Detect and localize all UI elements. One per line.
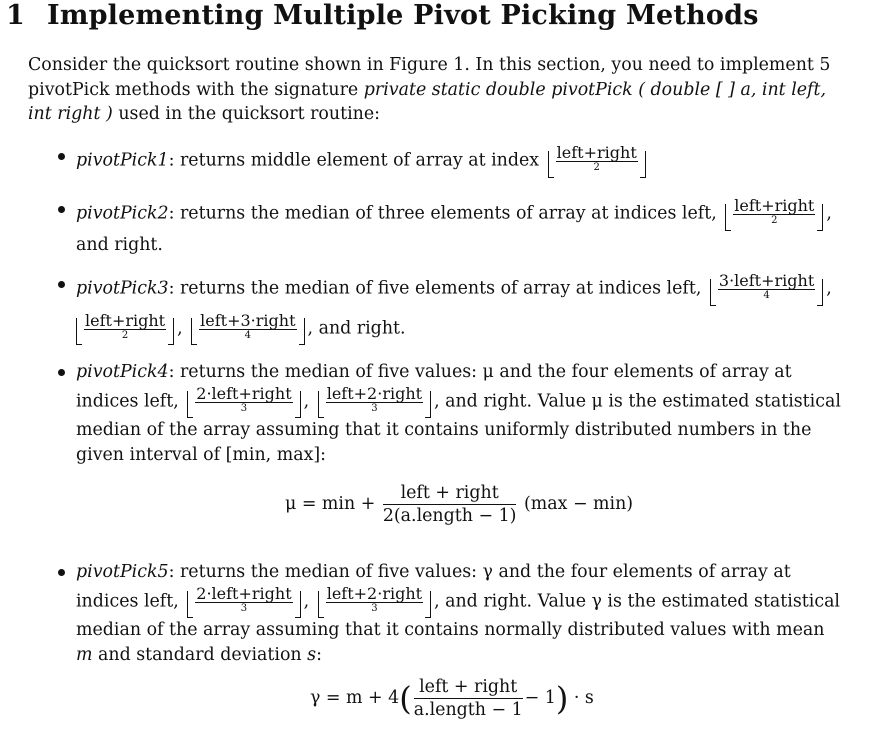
floor-fraction: left+right 2: [725, 197, 823, 231]
floor-fraction: left+2·right 3: [318, 385, 431, 419]
bullet: [58, 369, 65, 376]
floor-fraction: left+right 2: [76, 312, 174, 346]
list-item-pivotpick5: pivotPick5: returns the median of five values: γ and the four elements of array at indices left, 2·left+right 3 , left+2·right 3 , and right. Value γ is the estimated statistical median of the array assuming that it contains normally distributed values with mean m and standard deviation s:: [76, 560, 876, 667]
equation-gamma: γ = m + 4( $\frac{\text{left + right}}{\text{a.length − 1}}$ − 1) · s: [310, 677, 594, 720]
list-item-pivotpick4: pivotPick4: returns the median of five values: μ and the four elements of array at indices left, 2·left+right 3 , left+2·right 3 , and right. Value μ is the estimated statistical median of the array assuming that it contains uniformly distributed numbers in the given interval of [min, max]:: [76, 360, 876, 467]
method-name: pivotPick3: [76, 278, 169, 299]
list-item-pivotpick3: pivotPick3: returns the median of five elements of array at indices left, 3·left+right 4 , left+right 2 , left+3·right 4 , and right.: [76, 272, 876, 345]
method-name: pivotPick5: [76, 562, 169, 582]
section-number: 1: [6, 0, 25, 31]
floor-fraction: 3·left+right 4: [710, 272, 823, 306]
floor-fraction: left+right 2: [548, 144, 646, 178]
intro-line-2: pivotPick methods with the signature private static double pivotPick ( double [ ] a, int left,: [28, 79, 827, 100]
floor-fraction: 2·left+right 3: [187, 585, 300, 619]
floor-fraction: 2·left+right 3: [187, 385, 300, 419]
section-title: Implementing Multiple Pivot Picking Methods: [47, 0, 759, 31]
bullet: [58, 281, 65, 288]
section-heading: [6, 0, 759, 31]
floor-fraction: left+3·right 4: [191, 312, 304, 346]
list-item-pivotpick2: pivotPick2: returns the median of three elements of array at indices left, left+right 2 , and right.: [76, 197, 876, 257]
bullet: [58, 569, 65, 576]
bullet: [58, 206, 65, 213]
bullet: [58, 153, 65, 160]
method-name: pivotPick1: [76, 150, 169, 171]
method-name: pivotPick4: [76, 362, 169, 382]
method-name: pivotPick2: [76, 203, 169, 224]
equation-mu: μ = min + $\frac{\text{left + right}}{\text{2(a.length − 1)}}$ (max − min): [285, 483, 634, 526]
intro-line-3: int right ) used in the quicksort routine:: [28, 104, 380, 124]
intro-line-1: Consider the quicksort routine shown in Figure 1. In this section, you need to implement 5: [28, 55, 831, 75]
list-item-pivotpick1: pivotPick1: returns middle element of array at index left+right 2: [76, 144, 876, 178]
intro-paragraph: [28, 53, 868, 127]
floor-fraction: left+2·right 3: [318, 585, 431, 619]
